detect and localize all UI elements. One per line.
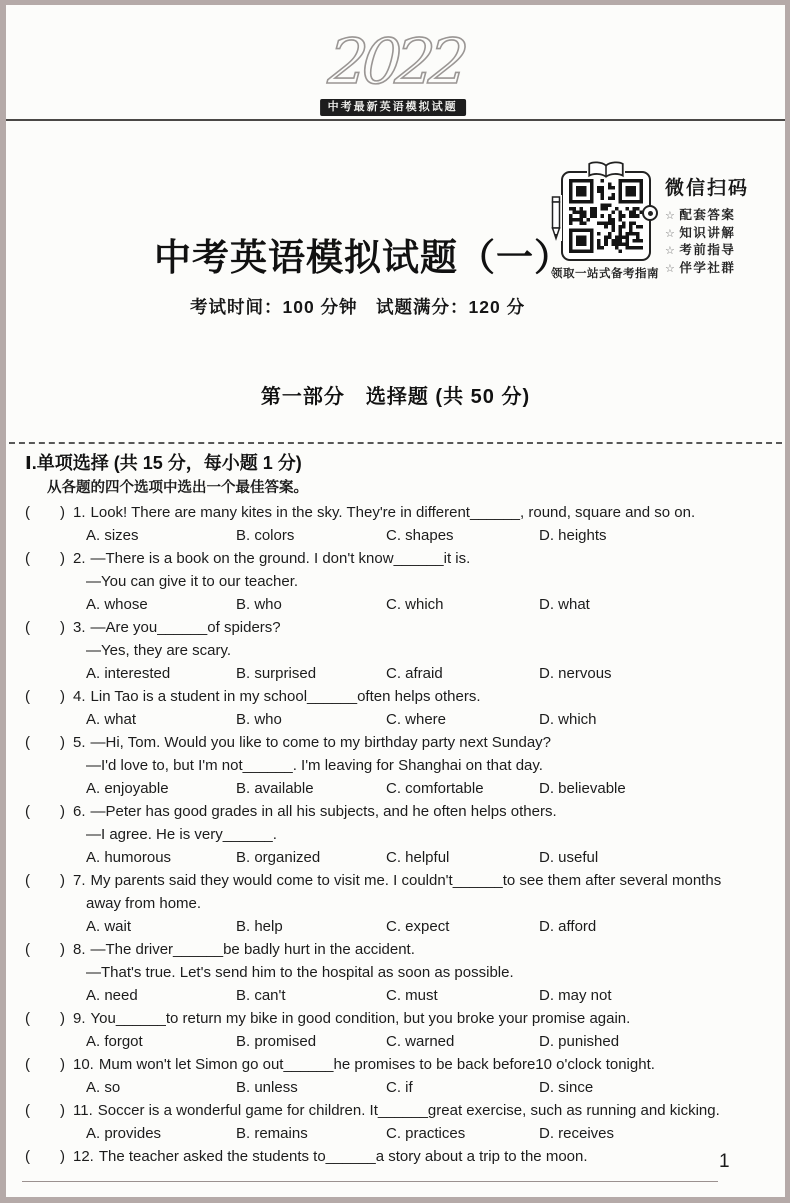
qr-caption: 领取一站式备考指南 <box>551 268 659 280</box>
question-number: 11. <box>73 1102 93 1119</box>
option-B[interactable]: B. who <box>236 711 282 728</box>
question-text-line: —I'd love to, but I'm not______. I'm leaving for Shanghai on that day. <box>86 757 543 774</box>
option-C[interactable]: C. afraid <box>386 665 443 682</box>
bracket-open: ( <box>25 1010 30 1027</box>
question-number: 5. <box>73 734 86 751</box>
option-B[interactable]: B. organized <box>236 849 321 866</box>
answer-bracket[interactable] <box>25 616 65 639</box>
bracket-open: ( <box>25 734 30 751</box>
part-instruction: 从各题的四个选项中选出一个最佳答案。 <box>47 480 308 496</box>
question-text: —Are you______of spiders? <box>90 619 281 636</box>
question-text: The teacher asked the students to______a story about a trip to the moon. <box>98 1148 588 1165</box>
question-text-line: —You can give it to our teacher. <box>86 573 299 590</box>
option-C[interactable]: C. if <box>386 1079 413 1096</box>
bracket-open: ( <box>25 941 30 958</box>
qr-benefit <box>665 242 777 260</box>
question-item <box>25 616 771 685</box>
option-A[interactable]: A. forgot <box>86 1033 143 1050</box>
question-text-line: away from home. <box>86 895 202 912</box>
star-icon: ☆ <box>665 245 677 257</box>
options-row <box>86 708 771 731</box>
qr-benefit-label: 知识讲解 <box>679 225 736 240</box>
option-A[interactable]: A. humorous <box>86 849 172 866</box>
page-number: 1 <box>719 1151 730 1172</box>
option-C[interactable]: C. practices <box>386 1125 466 1142</box>
question-item <box>25 685 771 731</box>
bracket-close: ) <box>60 504 65 521</box>
options-row <box>86 593 771 616</box>
questions-list <box>25 501 771 1168</box>
bracket-open: ( <box>25 550 30 567</box>
bracket-close: ) <box>60 1010 65 1027</box>
option-D[interactable]: D. punished <box>539 1033 620 1050</box>
options-row <box>86 524 771 547</box>
bracket-open: ( <box>25 504 30 521</box>
answer-bracket[interactable] <box>25 1053 65 1076</box>
answer-bracket[interactable] <box>25 1145 65 1168</box>
part-heading: Ⅰ.单项选择 (共 15 分，每小题 1 分) <box>25 453 302 473</box>
qr-frame <box>561 171 651 261</box>
options-row <box>86 1122 771 1145</box>
bracket-close: ) <box>60 619 65 636</box>
bracket-open: ( <box>25 1056 30 1073</box>
option-B[interactable]: B. help <box>236 918 283 935</box>
option-D[interactable]: D. believable <box>539 780 626 797</box>
answer-bracket[interactable] <box>25 501 65 524</box>
question-item <box>25 1007 771 1053</box>
star-icon: ☆ <box>665 227 677 240</box>
answer-bracket[interactable] <box>25 1099 65 1122</box>
wechat-qr-block <box>551 161 777 289</box>
question-number: 7. <box>73 872 86 889</box>
bracket-close: ) <box>60 1056 65 1073</box>
question-number: 4. <box>73 688 86 705</box>
option-B[interactable]: B. can't <box>236 987 286 1004</box>
question-text-line: —That's true. Let's send him to the hospital as soon as possible. <box>86 964 514 981</box>
exam-title: 中考英语模拟试题（一） <box>154 237 572 278</box>
question-item <box>25 1053 771 1099</box>
option-C[interactable]: C. where <box>386 711 447 728</box>
option-C[interactable]: C. helpful <box>386 849 450 866</box>
year-logo: 2022 <box>326 25 465 98</box>
qr-benefit-label: 配套答案 <box>679 208 736 222</box>
exam-meta: 考试时间：100 分钟 试题满分：120 分 <box>190 297 526 317</box>
question-number: 12. <box>73 1148 94 1165</box>
option-B[interactable]: B. who <box>236 596 282 613</box>
option-D[interactable]: D. nervous <box>539 665 612 682</box>
answer-bracket[interactable] <box>25 547 65 570</box>
option-B[interactable]: B. unless <box>236 1079 298 1096</box>
option-D[interactable]: D. useful <box>539 849 599 866</box>
bracket-open: ( <box>25 872 30 889</box>
options-row <box>86 1076 771 1099</box>
option-A[interactable]: A. need <box>86 987 138 1004</box>
option-A[interactable]: A. provides <box>86 1125 162 1142</box>
question-item <box>25 869 771 938</box>
question-text: Look! There are many kites in the sky. They're in different______, round, square and so on. <box>90 504 696 521</box>
question-item <box>25 1145 771 1168</box>
option-D[interactable]: D. which <box>539 711 597 728</box>
question-item <box>25 1099 771 1145</box>
option-A[interactable]: A. what <box>86 711 137 728</box>
bracket-close: ) <box>60 803 65 820</box>
part1-multiple-choice <box>25 450 771 1168</box>
answer-bracket[interactable] <box>25 869 65 892</box>
qr-benefit <box>665 260 777 278</box>
option-A[interactable]: A. whose <box>86 596 148 613</box>
question-text: —Peter has good grades in all his subjects, and he often helps others. <box>90 803 557 820</box>
question-text: My parents said they would come to visit me. I couldn't______to see them after several months <box>90 872 722 889</box>
qr-benefit-list <box>665 207 777 277</box>
option-A[interactable]: A. sizes <box>86 527 139 544</box>
target-badge-icon <box>642 205 658 221</box>
bracket-close: ) <box>60 1148 65 1165</box>
star-icon: ☆ <box>665 262 677 275</box>
answer-bracket[interactable] <box>25 938 65 961</box>
bracket-open: ( <box>25 1102 30 1119</box>
option-C[interactable]: C. must <box>386 987 438 1004</box>
question-text: Soccer is a wonderful game for children. It______great exercise, such as running and kicking. <box>97 1102 720 1119</box>
question-number: 2. <box>73 550 86 567</box>
question-text: Mum won't let Simon go out______he promises to be back before10 o'clock tonight. <box>98 1056 655 1073</box>
option-B[interactable]: B. colors <box>236 527 295 544</box>
bracket-open: ( <box>25 803 30 820</box>
exam-page <box>6 5 785 1197</box>
answer-bracket[interactable] <box>25 800 65 823</box>
option-B[interactable]: B. surprised <box>236 665 317 682</box>
question-item <box>25 938 771 1007</box>
question-number: 6. <box>73 803 86 820</box>
option-D[interactable]: D. what <box>539 596 590 613</box>
qr-benefit <box>665 207 777 225</box>
header-divider <box>6 119 785 121</box>
option-A[interactable]: A. interested <box>86 665 171 682</box>
qr-benefit-label: 考前指导 <box>679 243 736 257</box>
bracket-open: ( <box>25 688 30 705</box>
question-text: —The driver______be badly hurt in the accident. <box>90 941 415 958</box>
option-C[interactable]: C. warned <box>386 1033 455 1050</box>
option-C[interactable]: C. comfortable <box>386 780 484 797</box>
answer-bracket[interactable] <box>25 685 65 708</box>
options-row <box>86 915 771 938</box>
question-text: Lin Tao is a student in my school______often helps others. <box>90 688 481 705</box>
option-A[interactable]: A. so <box>86 1079 121 1096</box>
qr-code <box>569 179 643 253</box>
options-row <box>86 777 771 800</box>
option-C[interactable]: C. expect <box>386 918 450 935</box>
question-number: 10. <box>73 1056 94 1073</box>
option-A[interactable]: A. enjoyable <box>86 780 169 797</box>
options-row <box>86 846 771 869</box>
qr-benefit-label: 伴学社群 <box>679 260 736 275</box>
book-icon <box>587 161 625 179</box>
bracket-close: ) <box>60 1102 65 1119</box>
option-D[interactable]: D. receives <box>539 1125 615 1142</box>
option-D[interactable]: D. may not <box>539 987 612 1004</box>
question-item <box>25 731 771 800</box>
question-item <box>25 501 771 547</box>
question-number: 3. <box>73 619 86 636</box>
question-text: You______to return my bike in good condition, but you broke your promise again. <box>90 1010 631 1027</box>
option-D[interactable]: D. heights <box>539 527 607 544</box>
options-row <box>86 1030 771 1053</box>
question-text-line: —I agree. He is very______. <box>86 826 277 843</box>
star-icon: ☆ <box>665 210 677 222</box>
question-text-line: —Yes, they are scary. <box>86 642 232 659</box>
bracket-close: ) <box>60 550 65 567</box>
footer-rule <box>22 1181 718 1182</box>
bracket-close: ) <box>60 941 65 958</box>
options-row <box>86 662 771 685</box>
option-A[interactable]: A. wait <box>86 918 132 935</box>
qr-benefit <box>665 225 777 243</box>
option-B[interactable]: B. promised <box>236 1033 317 1050</box>
question-text: —Hi, Tom. Would you like to come to my birthday party next Sunday? <box>90 734 552 751</box>
option-C[interactable]: C. shapes <box>386 527 454 544</box>
bracket-close: ) <box>60 872 65 889</box>
answer-bracket[interactable] <box>25 731 65 754</box>
question-item <box>25 800 771 869</box>
option-D[interactable]: D. since <box>539 1079 594 1096</box>
option-B[interactable]: B. remains <box>236 1125 308 1142</box>
bracket-close: ) <box>60 734 65 751</box>
bracket-open: ( <box>25 1148 30 1165</box>
question-number: 9. <box>73 1010 86 1027</box>
options-row <box>86 984 771 1007</box>
series-banner: 中考最新英语模拟试题 <box>320 99 466 116</box>
dashed-divider <box>9 442 782 444</box>
option-C[interactable]: C. which <box>386 596 444 613</box>
question-number: 1. <box>73 504 86 521</box>
qr-title: 微信扫码 <box>665 178 750 199</box>
bracket-close: ) <box>60 688 65 705</box>
question-text: —There is a book on the ground. I don't know______it is. <box>90 550 471 567</box>
option-D[interactable]: D. afford <box>539 918 597 935</box>
question-number: 8. <box>73 941 86 958</box>
section-heading: 第一部分 选择题 (共 50 分) <box>260 386 531 408</box>
option-B[interactable]: B. available <box>236 780 314 797</box>
answer-bracket[interactable] <box>25 1007 65 1030</box>
question-item <box>25 547 771 616</box>
qr-benefits <box>665 173 777 277</box>
bracket-open: ( <box>25 619 30 636</box>
